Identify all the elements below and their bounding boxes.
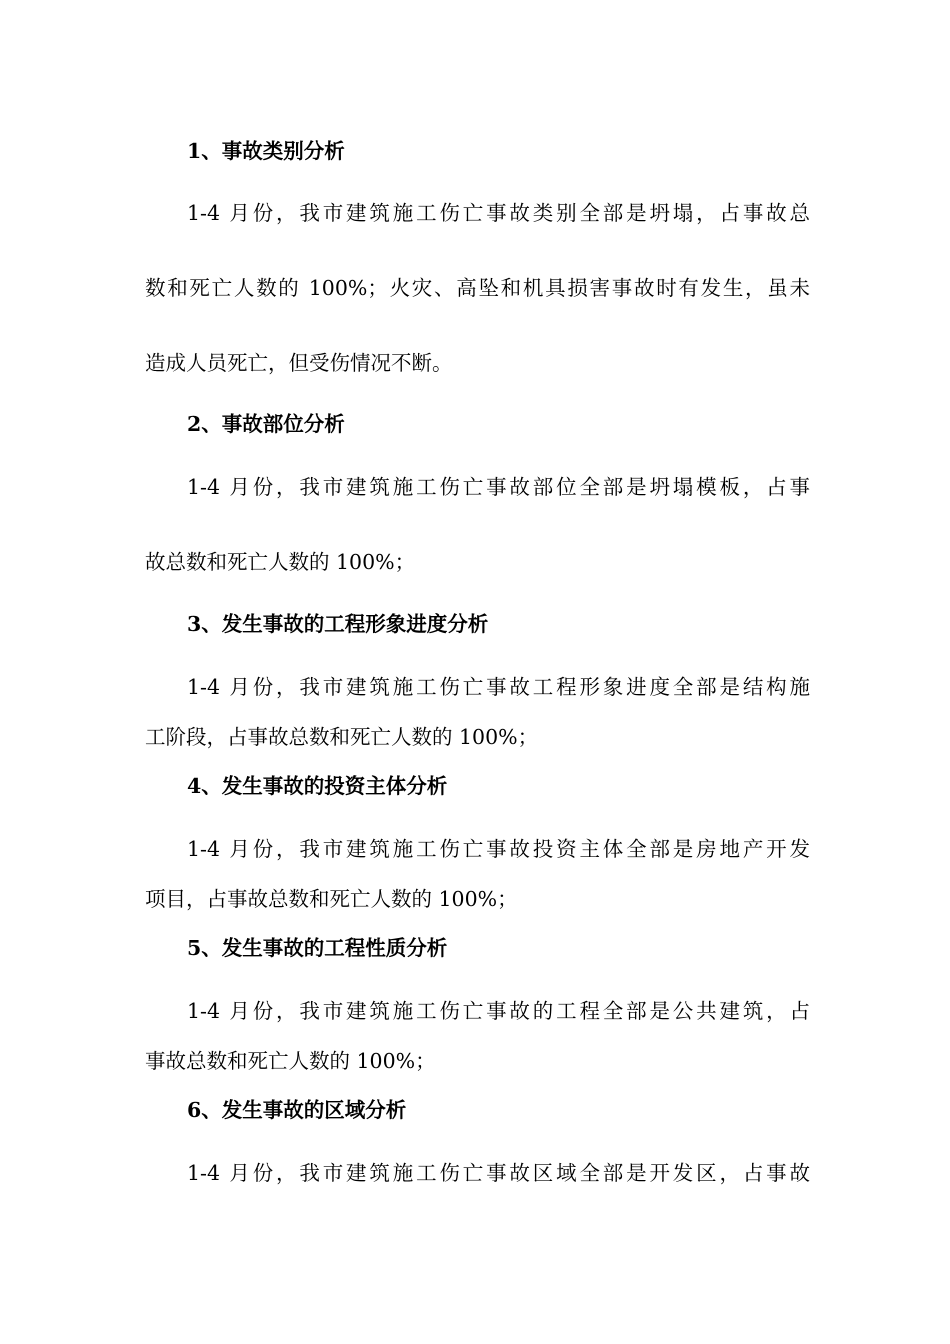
paragraph-line: 事故总数和死亡人数的 100%； [145,1049,436,1073]
section-heading: 2、事故部位分析 [187,412,345,436]
paragraph-line: 项目，占事故总数和死亡人数的 100%； [145,887,518,911]
section-heading: 6、发生事故的区域分析 [187,1098,407,1122]
paragraph-line: 故总数和死亡人数的 100%； [145,550,416,574]
paragraph-line: 1-4 月份，我市建筑施工伤亡事故部位全部是坍塌模板，占事 [187,475,810,499]
paragraph-line: 工阶段，占事故总数和死亡人数的 100%； [145,725,539,749]
section-heading: 5、发生事故的工程性质分析 [187,936,448,960]
paragraph-line: 造成人员死亡，但受伤情况不断。 [145,351,453,375]
section-heading: 3、发生事故的工程形象进度分析 [187,612,489,636]
paragraph-line: 数和死亡人数的 100%；火灾、高坠和机具损害事故时有发生，虽未 [145,276,810,300]
paragraph-line: 1-4 月份，我市建筑施工伤亡事故区域全部是开发区，占事故 [187,1161,810,1185]
paragraph-line: 1-4 月份，我市建筑施工伤亡事故工程形象进度全部是结构施 [187,675,810,699]
section-heading: 4、发生事故的投资主体分析 [187,774,448,798]
section-heading: 1、事故类别分析 [187,139,345,163]
paragraph-line: 1-4 月份，我市建筑施工伤亡事故的工程全部是公共建筑，占 [187,999,810,1023]
paragraph-line: 1-4 月份，我市建筑施工伤亡事故投资主体全部是房地产开发 [187,837,810,861]
paragraph-line: 1-4 月份，我市建筑施工伤亡事故类别全部是坍塌，占事故总 [187,201,810,225]
